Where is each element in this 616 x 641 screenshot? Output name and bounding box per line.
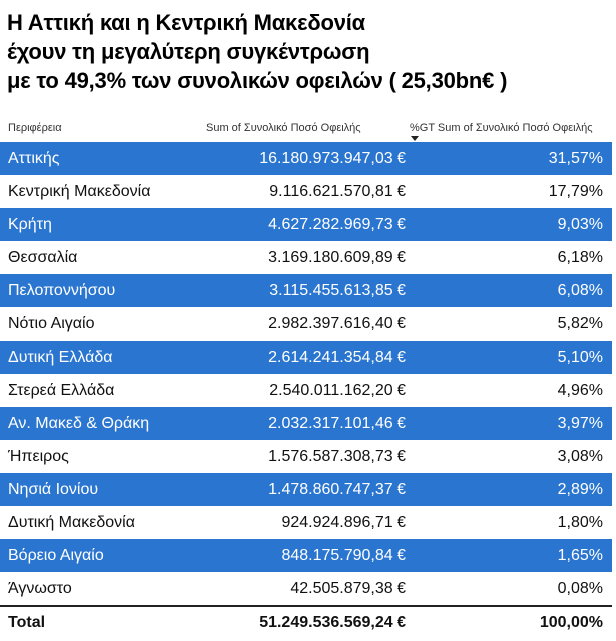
sum-cell: 2.614.241.354,84 € [268, 348, 406, 366]
sum-cell: 848.175.790,84 € [281, 547, 406, 565]
table-row[interactable] [0, 539, 612, 572]
table-row[interactable] [0, 374, 612, 407]
region-cell: Ήπειρος [8, 447, 69, 465]
sum-cell: 2.982.397.616,40 € [268, 315, 406, 333]
table-row[interactable] [0, 142, 612, 175]
header-sum[interactable]: Sum of Συνολικό Ποσό Οφειλής [206, 122, 361, 134]
table-row[interactable] [0, 274, 612, 307]
sum-cell: 42.505.879,38 € [290, 580, 406, 598]
sum-cell: 3.115.455.613,85 € [269, 282, 406, 300]
region-cell: Νησιά Ιονίου [8, 480, 99, 498]
pct-cell: 17,79% [548, 183, 603, 201]
table-row[interactable] [0, 175, 612, 208]
title-line-3: με το 49,3% των συνολικών οφειλών ( 25,30bn€ ) [7, 68, 508, 93]
pct-cell: 6,18% [557, 249, 603, 267]
pct-cell: 9,03% [557, 216, 603, 234]
region-cell: Κρήτη [8, 216, 52, 234]
total-pct: 100,00% [539, 614, 603, 632]
pct-cell: 5,10% [557, 348, 603, 366]
region-cell: Δυτική Ελλάδα [8, 348, 113, 366]
table-body [0, 142, 612, 605]
pct-cell: 6,08% [557, 282, 603, 300]
sum-cell: 2.032.317.101,46 € [268, 414, 406, 432]
data-table [0, 114, 612, 641]
table-total-row [0, 605, 612, 641]
header-region[interactable]: Περιφέρεια [8, 122, 62, 134]
pct-cell: 5,82% [557, 315, 603, 333]
pct-cell: 0,08% [557, 580, 603, 598]
title-line-1: Η Αττική και η Κεντρική Μακεδονία [7, 10, 366, 35]
table-row[interactable] [0, 341, 612, 374]
region-cell: Στερεά Ελλάδα [8, 381, 115, 399]
table-row[interactable] [0, 241, 612, 274]
pct-cell: 3,97% [557, 414, 603, 432]
sum-cell: 4.627.282.969,73 € [268, 216, 406, 234]
pct-cell: 3,08% [557, 447, 603, 465]
total-label: Total [8, 614, 46, 632]
region-cell: Δυτική Μακεδονία [8, 514, 135, 532]
region-cell: Άγνωστο [8, 580, 72, 598]
sum-cell: 3.169.180.609,89 € [268, 249, 406, 267]
sum-cell: 1.478.860.747,37 € [268, 480, 406, 498]
title-line-2: έχουν τη μεγαλύτερη συγκέντρωση [7, 39, 370, 64]
region-cell: Θεσσαλία [8, 249, 78, 267]
region-cell: Βόρειο Αιγαίο [8, 547, 104, 565]
sum-cell: 1.576.587.308,73 € [268, 447, 406, 465]
region-cell: Αττικής [8, 150, 60, 167]
region-cell: Νότιο Αιγαίο [8, 315, 95, 333]
sum-cell: 924.924.896,71 € [281, 514, 406, 532]
table-row[interactable] [0, 407, 612, 440]
sum-cell: 2.540.011.162,20 € [269, 381, 406, 399]
pct-cell: 1,80% [557, 514, 603, 532]
region-cell: Κεντρική Μακεδονία [8, 183, 151, 201]
table-row[interactable] [0, 307, 612, 340]
pct-cell: 4,96% [557, 381, 603, 399]
pct-cell: 2,89% [557, 480, 603, 498]
table-row[interactable] [0, 208, 612, 241]
table-row[interactable] [0, 440, 612, 473]
pct-cell: 1,65% [557, 547, 603, 565]
chart-title [7, 8, 607, 95]
table-header [0, 114, 612, 142]
table-row[interactable] [0, 506, 612, 539]
pct-cell: 31,57% [548, 150, 603, 167]
region-cell: Πελοποννήσου [8, 282, 116, 300]
total-sum: 51.249.536.569,24 € [259, 614, 406, 632]
header-pct[interactable]: %GT Sum of Συνολικό Ποσό Οφειλής [410, 122, 593, 134]
sum-cell: 9.116.621.570,81 € [269, 183, 406, 201]
sum-cell: 16.180.973.947,03 € [259, 150, 406, 167]
region-cell: Αν. Μακεδ & Θράκη [8, 414, 150, 432]
sort-descending-icon[interactable] [411, 136, 419, 141]
table-row[interactable] [0, 473, 612, 506]
table-row[interactable] [0, 572, 612, 605]
